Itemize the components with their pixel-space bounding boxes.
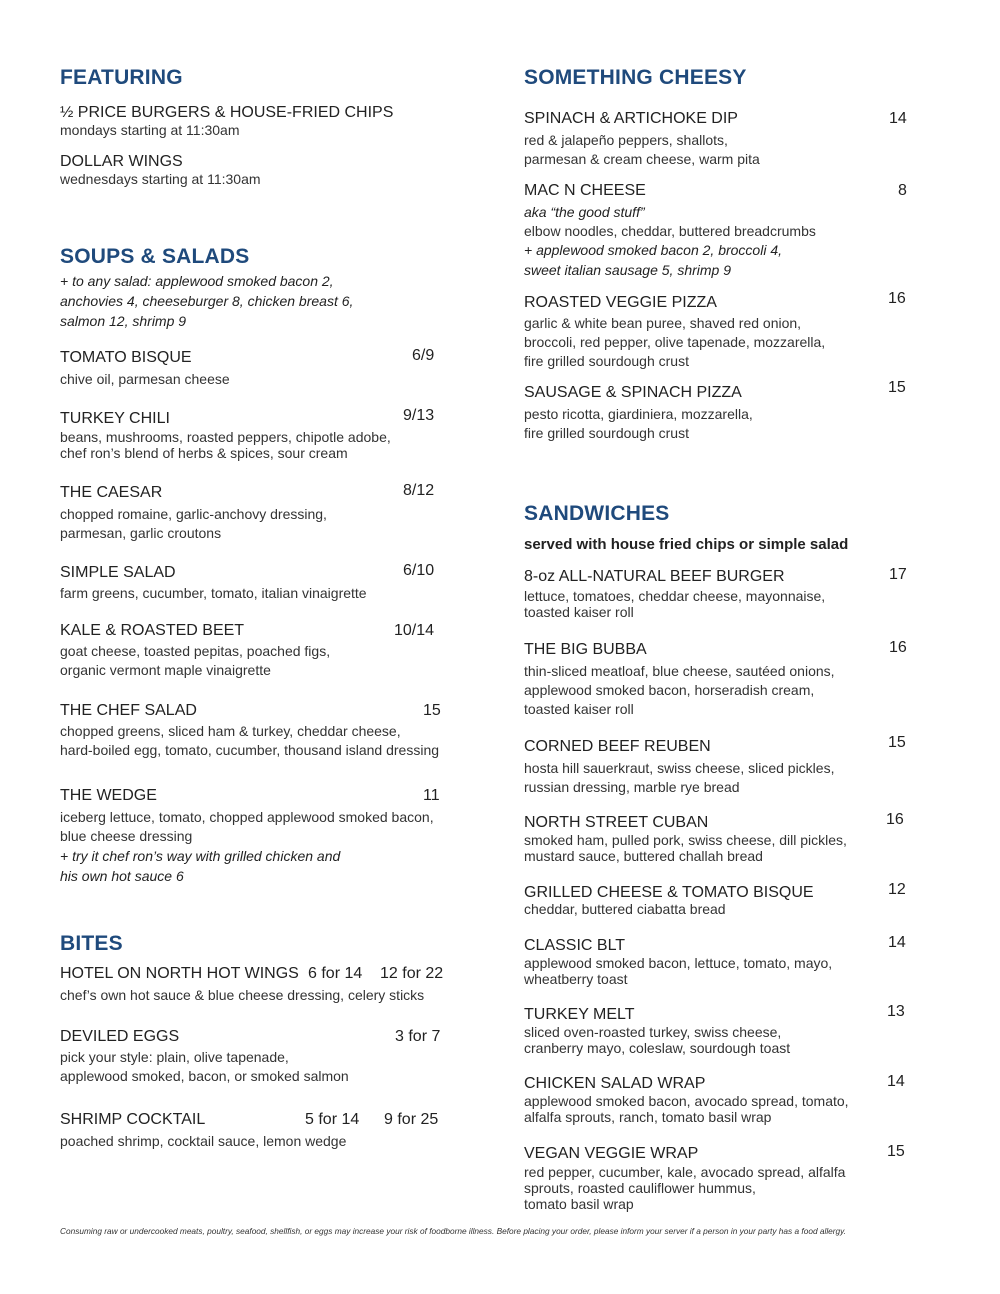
menu-item-note: + try it chef ron’s way with grilled chicken and his own hot sauce 6 <box>60 848 341 884</box>
menu-item-desc: elbow noodles, cheddar, buttered breadcrumbs <box>524 223 816 239</box>
menu-item-desc: applewood smoked bacon, avocado spread, tomato, alfalfa sprouts, ranch, tomato basil wrap <box>524 1093 849 1125</box>
menu-item-price: 15 <box>423 702 441 719</box>
sandwiches-heading: SANDWICHES <box>524 502 670 525</box>
menu-item-price: 9/13 <box>403 407 435 424</box>
food-safety-disclaimer: Consuming raw or undercooked meats, poultry, seafood, shellfish, or eggs may increase your risk of foodborne illness. Before placing your order, please inform your server if a person in your party has a food allergy. <box>60 1226 846 1236</box>
menu-item-desc: beans, mushrooms, roasted peppers, chipotle adobe, chef ron’s blend of herbs & spices, sour cream <box>60 429 391 461</box>
soups-salads-heading: SOUPS & SALADS <box>60 245 250 268</box>
menu-item-desc: red pepper, cucumber, kale, avocado spread, alfalfa sprouts, roasted cauliflower hummus, tomato basil wrap <box>524 1164 846 1212</box>
menu-item-name: DOLLAR WINGS <box>60 153 183 170</box>
menu-item-name: TOMATO BISQUE <box>60 349 192 366</box>
menu-item-price: 8/12 <box>403 482 435 499</box>
menu-item-desc: chopped greens, sliced ham & turkey, cheddar cheese, hard-boiled egg, tomato, cucumber, thousand island dressing <box>60 723 440 758</box>
menu-item-name: NORTH STREET CUBAN <box>524 814 709 831</box>
menu-item-name: SAUSAGE & SPINACH PIZZA <box>524 384 742 401</box>
menu-item-price: 14 <box>889 110 907 127</box>
menu-item-name: THE WEDGE <box>60 787 157 804</box>
menu-item-name: KALE & ROASTED BEET <box>60 622 245 639</box>
menu-item-desc: goat cheese, toasted pepitas, poached figs, organic vermont maple vinaigrette <box>60 643 331 678</box>
menu-item-name: DEVILED EGGS <box>60 1028 180 1045</box>
menu-item-name: MAC N CHEESE <box>524 182 646 199</box>
menu-item-price: 12 <box>888 881 906 898</box>
menu-item-note: + applewood smoked bacon 2, broccoli 4, sweet italian sausage 5, shrimp 9 <box>524 242 782 278</box>
menu-item-name: SIMPLE SALAD <box>60 564 176 581</box>
menu-item-price: 3 for 7 <box>395 1028 441 1045</box>
menu-item-name: THE BIG BUBBA <box>524 641 647 658</box>
menu-item-desc: iceberg lettuce, tomato, chopped applewood smoked bacon, blue cheese dressing <box>60 809 434 844</box>
menu-item-desc: chive oil, parmesan cheese <box>60 371 230 387</box>
menu-item-price: 14 <box>888 934 906 951</box>
menu-item-desc: thin-sliced meatloaf, blue cheese, sautéed onions, applewood smoked bacon, horseradish cream, toasted kaiser roll <box>524 663 835 717</box>
menu-item-desc: farm greens, cucumber, tomato, italian vinaigrette <box>60 585 367 601</box>
menu-item-desc: garlic & white bean puree, shaved red onion, broccoli, red pepper, olive tapenade, mozzarella, fire grilled sourdough crust <box>524 315 826 369</box>
menu-item-desc: chef’s own hot sauce & blue cheese dressing, celery sticks <box>60 987 425 1003</box>
something-cheesy-heading: SOMETHING CHEESY <box>524 66 747 89</box>
menu-item-price: 11 <box>423 787 440 804</box>
menu-item-desc: pick your style: plain, olive tapenade, applewood smoked, bacon, or smoked salmon <box>60 1049 349 1084</box>
menu-item-name: TURKEY MELT <box>524 1006 635 1023</box>
menu-item-price: 5 for 14 <box>305 1111 360 1128</box>
menu-item-desc: hosta hill sauerkraut, swiss cheese, sliced pickles, russian dressing, marble rye bread <box>524 760 835 795</box>
menu-item-price: 16 <box>888 290 906 307</box>
menu-item-name: CORNED BEEF REUBEN <box>524 738 711 755</box>
menu-item-desc: pesto ricotta, giardiniera, mozzarella, fire grilled sourdough crust <box>524 406 753 441</box>
menu-item-name: CHICKEN SALAD WRAP <box>524 1075 706 1092</box>
menu-item-name: SHRIMP COCKTAIL <box>60 1111 206 1128</box>
menu-item-price: 17 <box>889 566 907 583</box>
menu-item-price: 6 for 14 <box>308 965 363 982</box>
menu-item-desc: mondays starting at 11:30am <box>60 122 240 138</box>
menu-item-name: 8-oz ALL-NATURAL BEEF BURGER <box>524 568 785 585</box>
menu-item-price: 6/9 <box>412 347 435 364</box>
menu-item-name: GRILLED CHEESE & TOMATO BISQUE <box>524 884 814 901</box>
menu-item-price: 16 <box>889 639 907 656</box>
menu-item-name: TURKEY CHILI <box>60 410 170 427</box>
menu-item-desc: lettuce, tomatoes, cheddar cheese, mayonnaise, toasted kaiser roll <box>524 588 826 620</box>
menu-item-desc: smoked ham, pulled pork, swiss cheese, dill pickles, mustard sauce, buttered challah bread <box>524 832 847 864</box>
menu-item-desc: sliced oven-roasted turkey, swiss cheese, cranberry mayo, coleslaw, sourdough toast <box>524 1024 791 1056</box>
menu-item-price: 15 <box>888 734 906 751</box>
menu-item-price: 15 <box>887 1143 905 1160</box>
menu-item-desc: poached shrimp, cocktail sauce, lemon wedge <box>60 1133 347 1149</box>
menu-item-name: THE CAESAR <box>60 484 163 501</box>
menu-item-desc: chopped romaine, garlic-anchovy dressing, parmesan, garlic croutons <box>60 506 327 541</box>
menu-item-price: 14 <box>887 1073 905 1090</box>
menu-item-name: HOTEL ON NORTH HOT WINGS <box>60 965 299 982</box>
menu-item-desc: wednesdays starting at 11:30am <box>60 171 261 187</box>
menu-item-price: 10/14 <box>394 622 435 639</box>
menu-item-price: 9 for 25 <box>384 1111 439 1128</box>
menu-item-name: SPINACH & ARTICHOKE DIP <box>524 110 738 127</box>
featuring-heading: FEATURING <box>60 66 183 89</box>
menu-item-price: 8 <box>898 182 907 199</box>
menu-item-aka: aka “the good stuff” <box>524 204 645 220</box>
menu-item-desc: cheddar, buttered ciabatta bread <box>524 901 726 917</box>
menu-item-price: 6/10 <box>403 562 435 579</box>
bites-heading: BITES <box>60 932 123 955</box>
sandwiches-subtitle: served with house fried chips or simple salad <box>524 536 849 553</box>
menu-item-price: 15 <box>888 379 906 396</box>
menu-item-name: VEGAN VEGGIE WRAP <box>524 1145 699 1162</box>
menu-item-price: 12 for 22 <box>380 965 444 982</box>
menu-item-name: ROASTED VEGGIE PIZZA <box>524 294 717 311</box>
menu-item-name: CLASSIC BLT <box>524 937 626 954</box>
menu-item-desc: applewood smoked bacon, lettuce, tomato, mayo, wheatberry toast <box>524 955 833 987</box>
menu-item-price: 16 <box>886 811 904 828</box>
menu-item-name: ½ PRICE BURGERS & HOUSE-FRIED CHIPS <box>60 104 394 121</box>
menu-item-name: THE CHEF SALAD <box>60 702 197 719</box>
menu-item-desc: red & jalapeño peppers, shallots, parmesan & cream cheese, warm pita <box>524 132 760 167</box>
salad-add-on-note: + to any salad: applewood smoked bacon 2, anchovies 4, cheeseburger 8, chicken breast 6, salmon 12, shrimp 9 <box>60 273 354 329</box>
menu-item-price: 13 <box>887 1003 905 1020</box>
